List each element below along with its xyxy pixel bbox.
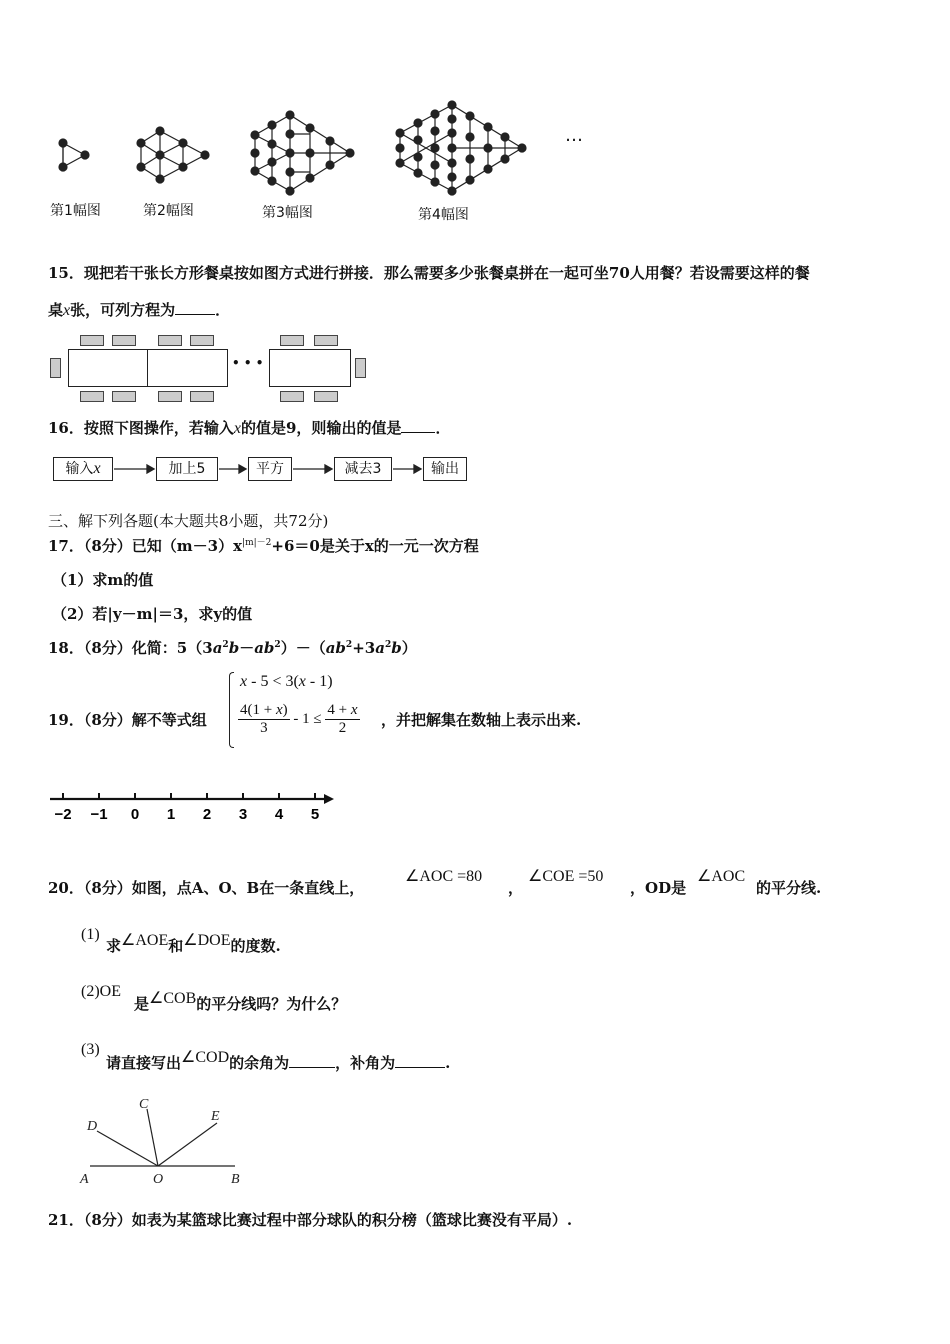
number-line-label: 4 xyxy=(274,806,284,823)
q20-p3-num: (3) xyxy=(81,1041,100,1058)
q21-text: 21．（8分）如表为某篮球比赛过程中部分球队的积分榜（篮球比赛没有平局）. xyxy=(48,1211,573,1229)
q20-angle-aoc-80: ∠AOC =80 xyxy=(405,868,483,885)
flow-arrows xyxy=(50,456,480,484)
q20-sep1: ， xyxy=(508,879,524,897)
label-c: C xyxy=(139,1097,149,1112)
q17-part2: （2）若|y－m|＝3，求y的值 xyxy=(52,605,253,623)
number-line-label: −2 xyxy=(54,806,72,823)
q20-complement-blank xyxy=(289,1053,335,1068)
number-line-label: 3 xyxy=(238,806,248,823)
pattern-3 xyxy=(251,111,354,195)
q19-suffix: ，并把解集在数轴上表示出来. xyxy=(381,711,582,729)
flow-square-box: 平方 xyxy=(248,457,292,481)
q16-text: 16．按照下图操作，若输入x的值是9，则输出的值是 ． xyxy=(48,419,451,437)
q15-line2: 桌x张，可列方程为 ． xyxy=(48,301,231,319)
dot-pattern-figure xyxy=(40,95,610,225)
q19-inequality-1: x - 5 < 3(x - 1) xyxy=(240,673,333,690)
q19-prefix: 19．（8分）解不等式组 xyxy=(48,711,207,729)
flowchart xyxy=(50,456,480,484)
number-line-label: 1 xyxy=(166,806,176,823)
section3-title: 三、解下列各题(本大题共8小题，共72分) xyxy=(48,512,329,530)
pattern-2 xyxy=(137,127,209,183)
q20-angle-aoc: ∠AOC xyxy=(697,868,746,885)
flow-input-box: 输入x xyxy=(53,457,113,481)
number-line xyxy=(45,788,340,824)
pattern-1 xyxy=(59,139,89,171)
q20-p1-num: (1) xyxy=(81,926,100,943)
caption-figure-3: 第3幅图 xyxy=(262,205,313,221)
caption-figure-4: 第4幅图 xyxy=(418,207,469,223)
q15-answer-blank xyxy=(175,300,215,315)
label-e: E xyxy=(211,1109,220,1124)
flow-add5-box: 加上5 xyxy=(156,457,218,481)
q20-prefix: 20．（8分）如图，点A、O、B在一条直线上， xyxy=(48,879,365,897)
angle-figure xyxy=(75,1092,250,1190)
number-line-label: 5 xyxy=(310,806,320,823)
label-o: O xyxy=(153,1172,164,1187)
flow-minus3-box: 减去3 xyxy=(334,457,392,481)
q20-angle-coe-50: ∠COE =50 xyxy=(528,868,604,885)
q20-supplement-blank xyxy=(395,1053,445,1068)
number-line-label: 2 xyxy=(202,806,212,823)
pattern-4 xyxy=(396,101,526,195)
q15-line1: 15．现把若干张长方形餐桌按如图方式进行拼接．那么需要多少张餐桌拼在一起可坐70人用餐？若设需要这样的餐 xyxy=(48,264,810,282)
q20-sep2: ，OD是 xyxy=(630,879,687,897)
label-d: D xyxy=(87,1119,98,1134)
q17-part1: （1）求m的值 xyxy=(52,571,154,589)
q19-brace xyxy=(229,672,234,748)
label-b: B xyxy=(231,1172,240,1187)
q16-answer-blank xyxy=(401,418,435,433)
caption-figure-1: 第1幅图 xyxy=(50,203,101,219)
q20-suffix: 的平分线. xyxy=(756,879,822,897)
pattern-ellipsis: … xyxy=(565,125,585,146)
q20-part2: 是∠COB的平分线吗？为什么？ xyxy=(134,990,347,1013)
flow-output-box: 输出 xyxy=(423,457,467,481)
caption-figure-2: 第2幅图 xyxy=(143,203,194,219)
q20-part3: 请直接写出∠COD的余角为 ，补角为 . xyxy=(106,1049,451,1072)
table-dots: • • • xyxy=(232,356,264,370)
q17-stem: 17．（8分）已知$(m-3)x^{|m|-2}+6=0$是关于x的一元一次方程 xyxy=(48,537,479,555)
label-a: A xyxy=(80,1172,89,1187)
q19-inequality-2: $\frac{4(1 + x)}{3}$ - 1 ≤ $\frac{4 + x}{2}$ xyxy=(240,702,358,736)
number-line-label: 0 xyxy=(130,806,140,823)
table-figure xyxy=(48,330,378,402)
q20-part1: 求∠AOE和∠DOE的度数. xyxy=(106,932,281,955)
q20-p2-num: (2)OE xyxy=(81,983,121,1000)
number-line-label: −1 xyxy=(90,806,108,823)
q18-text: 18．（8分）化简：$5(3a^2b-ab^2)-(ab^2+3a^2b)$ xyxy=(48,639,417,657)
